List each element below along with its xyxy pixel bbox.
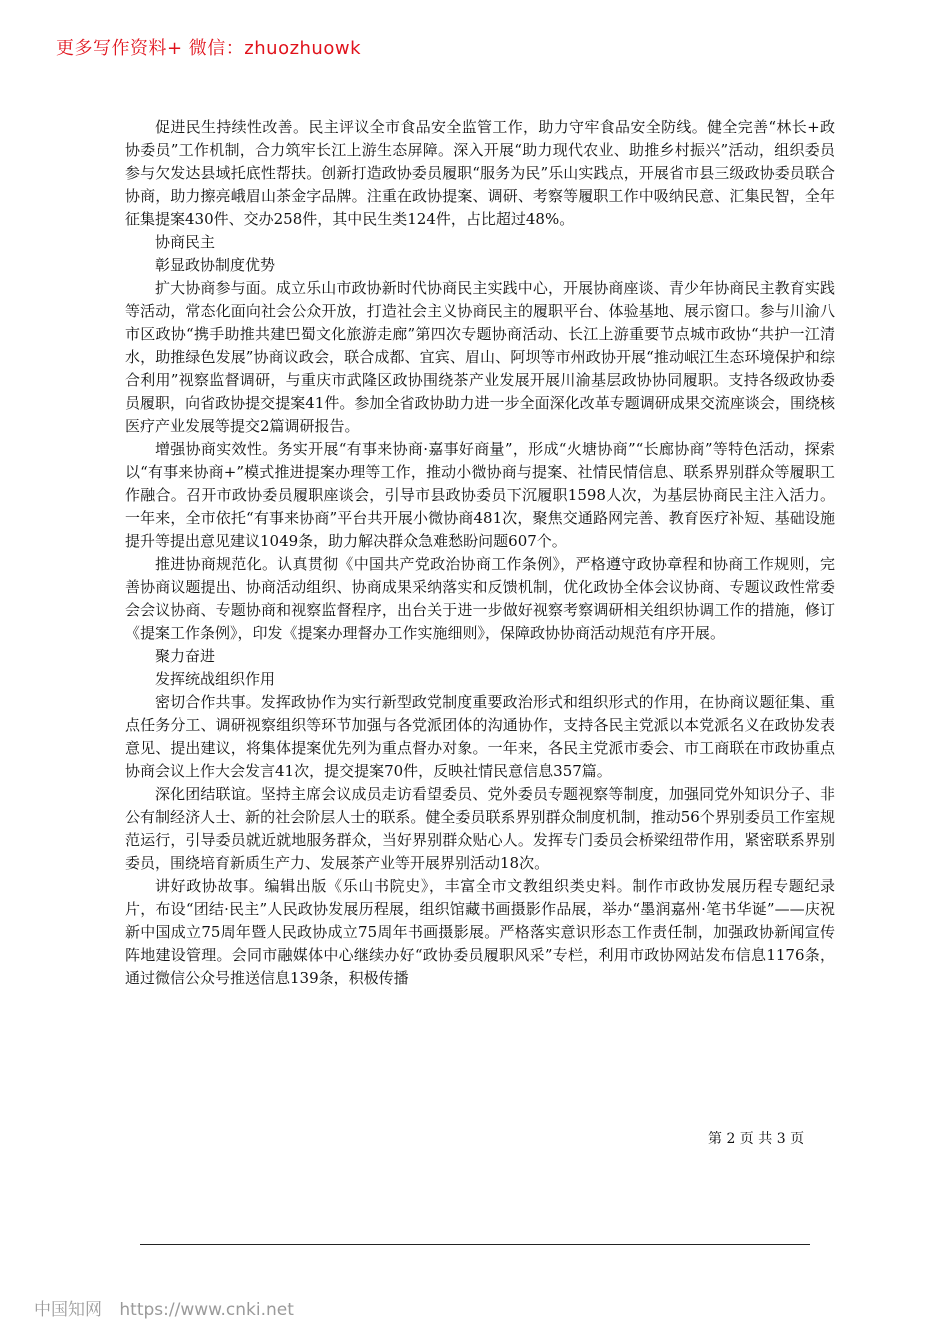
promo-banner: 更多写作资料+ 微信：zhuozhuowk [56, 38, 362, 59]
footer-url[interactable]: https://www.cnki.net [119, 1300, 294, 1320]
document-body [125, 116, 835, 990]
footer-site-name: 中国知网 [34, 1300, 102, 1320]
paragraph: 密切合作共事。发挥政协作为实行新型政党制度重要政治形式和组织形式的作用，在协商议题征集、重点任务分工、调研视察组织等环节加强与各党派团体的沟通协作，支持各民主党派以本党派名义在政协发表意见、提出建议，将集体提案优先列为重点督办对象。一年来，各民主党派市委会、市工商联在市政协重点协商会议上作大会发言41次，提交提案70件，反映社情民意信息357篇。 [125, 693, 835, 780]
paragraph: 增强协商实效性。务实开展“有事来协商·嘉事好商量”，形成“火塘协商”“长廊协商”等特色活动，探索以“有事来协商+”模式推进提案办理等工作，推动小微协商与提案、社情民情信息、联系界别群众等履职工作融合。召开市政协委员履职座谈会，引导市县政协委员下沉履职1598人次，为基层协商民主注入活力。一年来，全市依托“有事来协商”平台共开展小微协商481次，聚焦交通路网完善、教育医疗补短、基础设施提升等提出意见建议1049条，助力解决群众急难愁盼问题607个。 [125, 440, 835, 550]
footer-divider [140, 1244, 810, 1245]
section-subheading: 彰显政协制度优势 [155, 256, 276, 274]
section-heading: 协商民主 [155, 233, 216, 251]
paragraph: 扩大协商参与面。成立乐山市政协新时代协商民主实践中心，开展协商座谈、青少年协商民主教育实践等活动，常态化面向社会公众开放，打造社会主义协商民主的履职平台、体验基地、展示窗口。参与川渝八市区政协“携手助推共建巴蜀文化旅游走廊”第四次专题协商活动、长江上游重要节点城市政协“共护一江清水，助推绿色发展”协商议政会，联合成都、宜宾、眉山、阿坝等市州政协开展“推动岷江生态环境保护和综合利用”视察监督调研，与重庆市武隆区政协围绕茶产业发展开展川渝基层政协协同履职。支持各级政协委员履职，向省政协提交提案41件。参加全省政协助力进一步全面深化改革专题调研成果交流座谈会，围绕核医疗产业发展等提交2篇调研报告。 [125, 279, 835, 435]
footer-watermark [34, 1295, 306, 1320]
page-number: 第 2 页 共 3 页 [708, 1131, 805, 1147]
section-heading: 聚力奋进 [155, 647, 216, 665]
paragraph: 促进民生持续性改善。民主评议全市食品安全监管工作，助力守牢食品安全防线。健全完善“林长+政协委员”工作机制，合力筑牢长江上游生态屏障。深入开展“助力现代农业、助推乡村振兴”活动，组织委员参与欠发达县域托底性帮扶。创新打造政协委员履职“服务为民”乐山实践点，开展省市县三级政协委员联合协商，助力擦亮峨眉山茶金字品牌。注重在政协提案、调研、考察等履职工作中吸纳民意、汇集民智，全年征集提案430件、交办258件，其中民生类124件，占比超过48%。 [125, 118, 835, 228]
paragraph: 深化团结联谊。坚持主席会议成员走访看望委员、党外委员专题视察等制度，加强同党外知识分子、非公有制经济人士、新的社会阶层人士的联系。健全委员联系界别群众制度机制，推动56个界别委员工作室规范运行，引导委员就近就地服务群众，当好界别群众贴心人。发挥专门委员会桥梁纽带作用，紧密联系界别委员，围绕培育新质生产力、发展茶产业等开展界别活动18次。 [125, 785, 835, 872]
section-subheading: 发挥统战组织作用 [155, 670, 276, 688]
paragraph: 讲好政协故事。编辑出版《乐山书院史》，丰富全市文教组织类史料。制作市政协发展历程专题纪录片，布设“团结·民主”人民政协发展历程展，组织馆藏书画摄影作品展，举办“墨润嘉州·笔书华诞”——庆祝新中国成立75周年暨人民政协成立75周年书画摄影展。严格落实意识形态工作责任制，加强政协新闻宣传阵地建设管理。会同市融媒体中心继续办好“政协委员履职风采”专栏，利用市政协网站发布信息1176条，通过微信公众号推送信息139条，积极传播 [125, 877, 835, 987]
paragraph: 推进协商规范化。认真贯彻《中国共产党政治协商工作条例》，严格遵守政协章程和协商工作规则，完善协商议题提出、协商活动组织、协商成果采纳落实和反馈机制，优化政协全体会议协商、专题议政性常委会会议协商、专题协商和视察监督程序，出台关于进一步做好视察考察调研相关组织协调工作的措施，修订《提案工作条例》，印发《提案办理督办工作实施细则》，保障政协协商活动规范有序开展。 [125, 555, 835, 642]
